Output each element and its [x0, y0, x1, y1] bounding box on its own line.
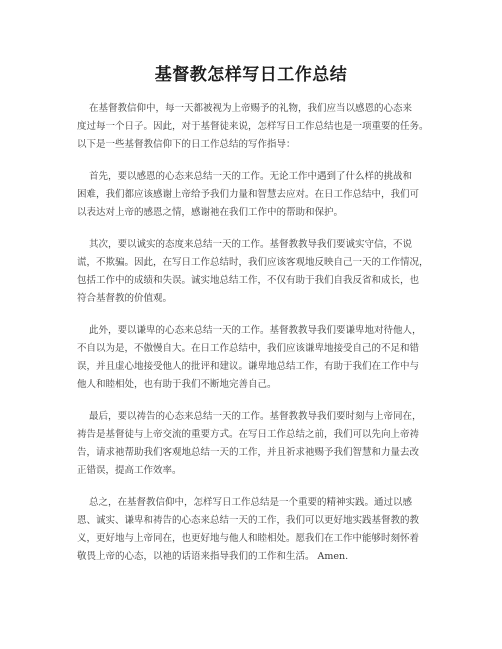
paragraph-line: 符合基督教的价值观。 — [77, 293, 173, 304]
paragraph-line: 在基督教信仰中，每一天都被视为上帝赐予的礼物，我们应当以感恩的心态来 — [89, 103, 413, 114]
paragraph-line: 困难，我们都应该感谢上帝给予我们力量和智慧去应对。在日工作总结中，我们可 — [77, 189, 420, 200]
paragraph-line: 最后，要以祷告的心态来总结一天的工作。基督教教导我们要时刻与上帝同在， — [89, 411, 422, 422]
paragraph-line: 度过每一个日子。因此，对于基督徒来说，怎样写日工作总结也是一项重要的任务。 — [77, 121, 429, 132]
paragraph-line: 他人和睦相处，也有助于我们不断地完善自己。 — [77, 379, 277, 390]
paragraph-line: 恩、诚实、谦卑和祷告的心态来总结一天的工作，我们可以更好地实践基督教的教 — [77, 515, 420, 526]
paragraph-line: 总之，在基督教信仰中，怎样写日工作总结是一个重要的精神实践。通过以感 — [89, 497, 413, 508]
paragraph-line: 不自以为是，不傲慢自大。在日工作总结中，我们应该谦卑地接受自己的不足和错 — [77, 343, 420, 354]
paragraph-line: 告，请求祂帮助我们客观地总结一天的工作，并且祈求祂赐予我们智慧和力量去改 — [77, 447, 420, 458]
paragraph-5 — [77, 408, 431, 480]
document-title: 基督教怎样写日工作总结 — [154, 65, 348, 85]
paragraph-line: 谎，不欺骗。因此，在写日工作总结时，我们应该客观地反映自己一天的工作情况， — [77, 257, 429, 268]
paragraph-line: 义，更好地与上帝同在，也更好地与他人和睦相处。愿我们在工作中能够时刻怀着 — [77, 533, 420, 544]
paragraph-6 — [77, 494, 431, 566]
paragraph-line: 此外，要以谦卑的心态来总结一天的工作。基督教教导我们要谦卑地对待他人， — [89, 325, 422, 336]
paragraph-line: 正错误，提高工作效率。 — [77, 465, 182, 476]
paragraph-line: 包括工作中的成绩和失误。诚实地总结工作，不仅有助于我们自我反省和成长，也 — [77, 275, 420, 286]
paragraph-line: 以下是一些基督教信仰下的日工作总结的写作指导： — [77, 139, 296, 150]
paragraph-line: 其次，要以诚实的态度来总结一天的工作。基督教教导我们要诚实守信，不说 — [89, 239, 413, 250]
paragraph-3 — [77, 236, 431, 308]
paragraph-line: 以表达对上帝的感恩之情，感谢祂在我们工作中的帮助和保护。 — [77, 207, 344, 218]
paragraph-4 — [77, 322, 431, 394]
paragraph-1 — [77, 100, 431, 154]
paragraph-line: 祷告是基督徒与上帝交流的重要方式。在写日工作总结之前，我们可以先向上帝祷 — [77, 429, 420, 440]
paragraph-line: 敬畏上帝的心态，以祂的话语来指导我们的工作和生活。 Amen. — [77, 551, 349, 562]
document-body — [77, 100, 431, 580]
paragraph-2 — [77, 168, 431, 222]
paragraph-line: 误，并且虚心地接受他人的批评和建议。谦卑地总结工作，有助于我们在工作中与 — [77, 361, 420, 372]
paragraph-line: 首先，要以感恩的心态来总结一天的工作。无论工作中遇到了什么样的挑战和 — [89, 171, 413, 182]
